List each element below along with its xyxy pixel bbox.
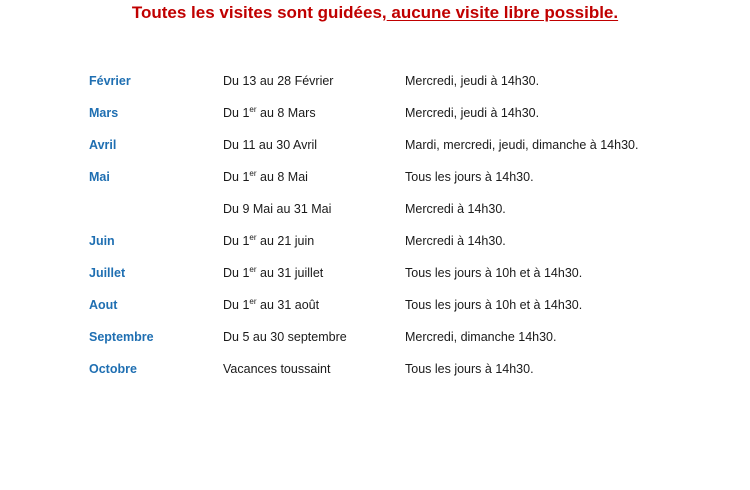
month-label: Mai [89, 170, 110, 184]
period-text: Du 9 Mai au 31 Mai [223, 202, 332, 216]
month-label: Juillet [89, 266, 126, 280]
period-text: Du 1er au 31 juillet [223, 265, 324, 280]
heading-main: Toutes les visites sont guidées, [131, 3, 387, 22]
visit-times: Tous les jours à 10h et à 14h30. [405, 298, 583, 312]
visit-times: Mercredi, dimanche 14h30. [405, 330, 557, 344]
visit-times: Mardi, mercredi, jeudi, dimanche à 14h30. [405, 138, 639, 152]
visit-schedule [89, 70, 729, 390]
period-text: Du 13 au 28 Février [223, 74, 334, 88]
schedule-row [89, 262, 729, 294]
visit-times: Tous les jours à 14h30. [405, 170, 534, 184]
schedule-row [89, 358, 729, 390]
month-label: Février [89, 74, 131, 88]
visit-times: Mercredi, jeudi à 14h30. [405, 74, 540, 88]
schedule-row [89, 294, 729, 326]
month-label: Septembre [89, 330, 154, 344]
schedule-row [89, 198, 729, 230]
schedule-row [89, 102, 729, 134]
heading-underlined: aucune visite libre possible. [386, 3, 619, 22]
period-text: Du 1er au 21 juin [223, 233, 315, 248]
schedule-row [89, 326, 729, 358]
period-text: Du 1er au 31 août [223, 297, 320, 312]
period-text: Du 1er au 8 Mai [223, 169, 308, 184]
month-label: Avril [89, 138, 117, 152]
schedule-row [89, 134, 729, 166]
visit-times: Mercredi, jeudi à 14h30. [405, 106, 540, 120]
month-label: Octobre [89, 362, 137, 376]
page-heading [0, 3, 750, 23]
period-text: Du 5 au 30 septembre [223, 330, 347, 344]
visit-times: Mercredi à 14h30. [405, 234, 506, 248]
schedule-row [89, 70, 729, 102]
month-label: Juin [89, 234, 115, 248]
schedule-row [89, 166, 729, 198]
schedule-row [89, 230, 729, 262]
month-label: Aout [89, 298, 118, 312]
month-label: Mars [89, 106, 119, 120]
visit-times: Tous les jours à 14h30. [405, 362, 534, 376]
period-text: Du 1er au 8 Mars [223, 105, 316, 120]
period-text: Vacances toussaint [223, 362, 331, 376]
visit-times: Mercredi à 14h30. [405, 202, 506, 216]
period-text: Du 11 au 30 Avril [223, 138, 318, 152]
visit-times: Tous les jours à 10h et à 14h30. [405, 266, 583, 280]
